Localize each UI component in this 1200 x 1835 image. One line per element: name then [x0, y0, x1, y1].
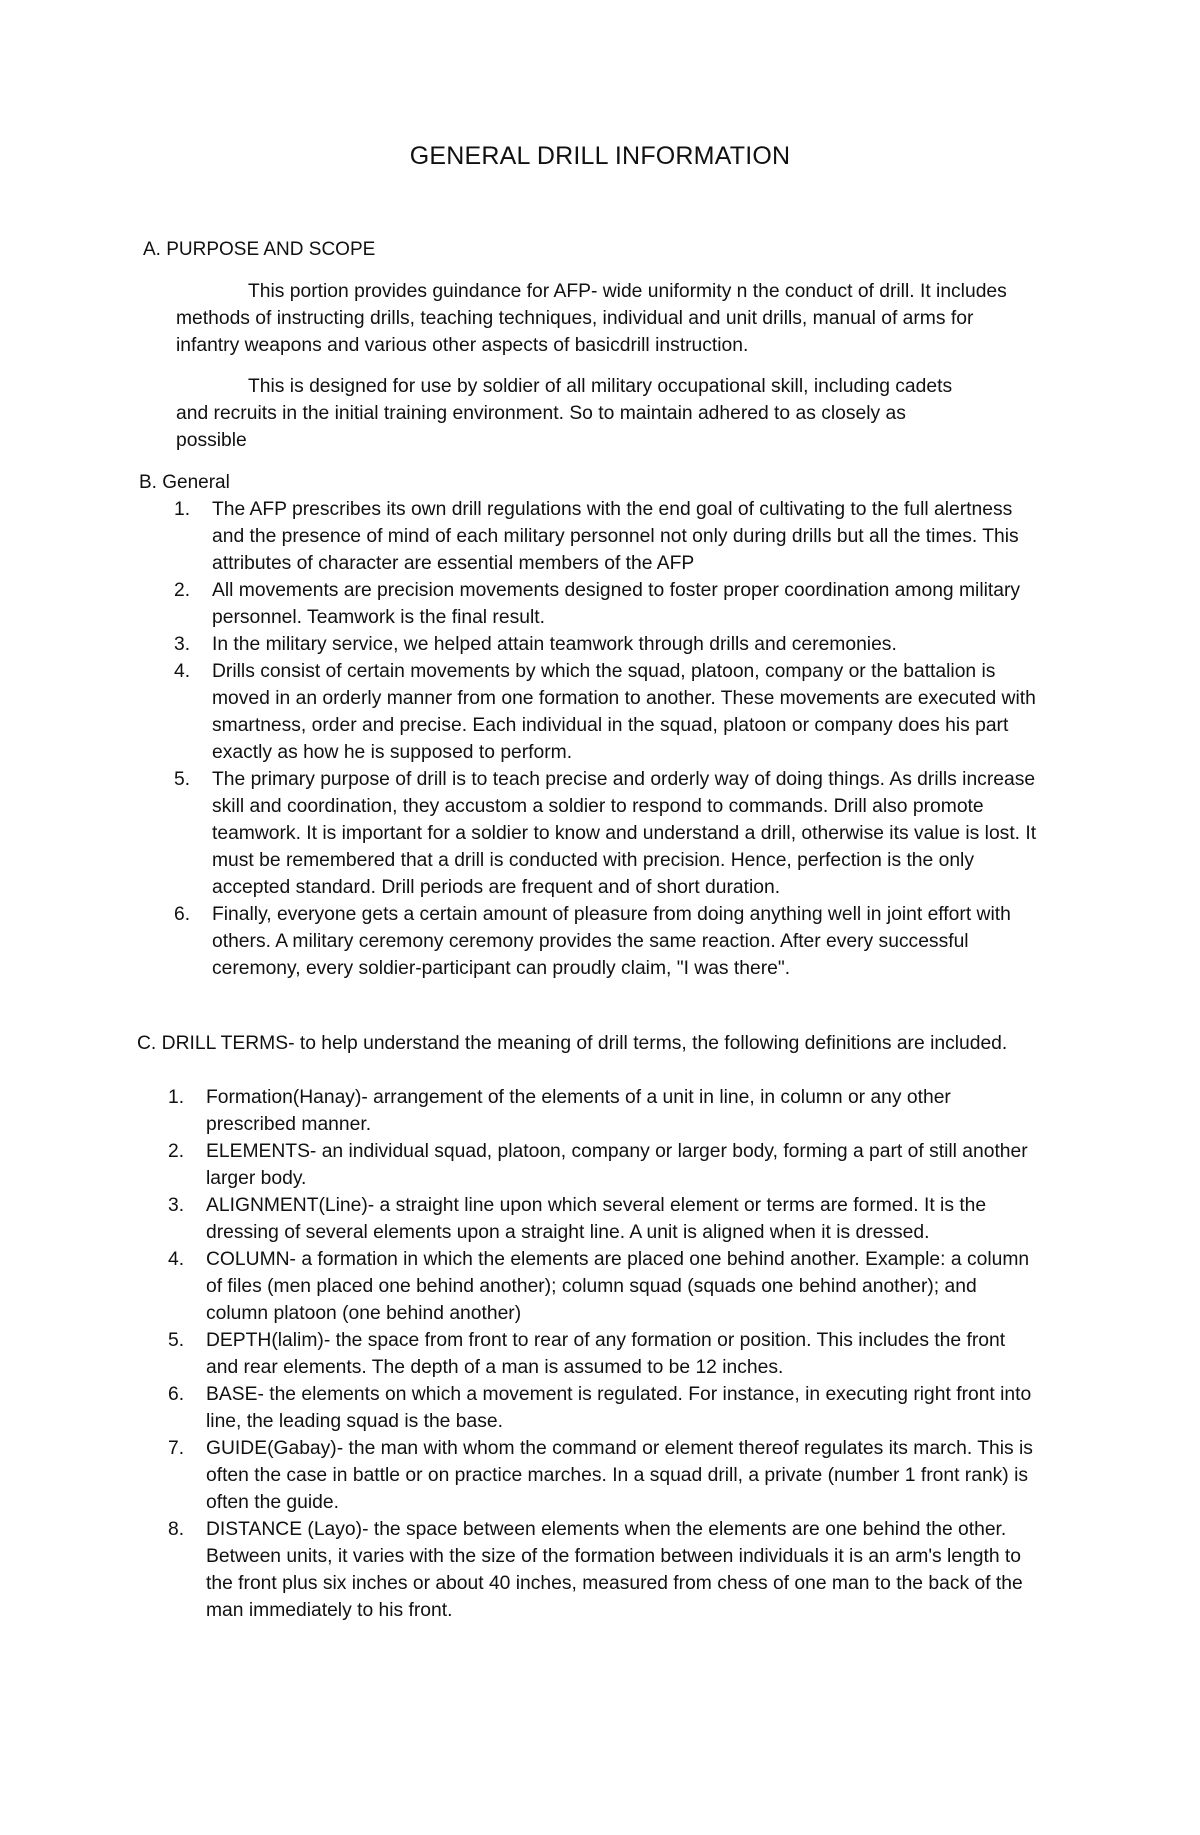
section-c-heading: C. DRILL TERMS- to help understand the meaning of drill terms, the following definitions are included. — [137, 1033, 1008, 1054]
list-item-number: 8. — [168, 1519, 185, 1540]
list-item-text: COLUMN- a formation in which the elements are placed one behind another. Example: a column of files (men placed one behind another); column squad (squads one behind another); and column platoon (one behind another) — [206, 1249, 1030, 1324]
list-item-text: Drills consist of certain movements by which the squad, platoon, company or the battalion is moved in an orderly manner from one formation to another. These movements are executed with smartness, order and precise. Each individual in the squad, platoon or company does his part exactly as how he is supposed to perform. — [212, 661, 1036, 763]
list-item — [174, 766, 1040, 901]
list-item — [168, 1435, 1040, 1516]
list-item — [168, 1327, 1040, 1381]
list-item-text: GUIDE(Gabay)- the man with whom the command or element thereof regulates its march. This is often the case in battle or on practice marches. In a squad drill, a private (number 1 front rank) is often the guide. — [206, 1438, 1033, 1513]
list-item — [174, 577, 1040, 631]
list-item-number: 2. — [168, 1141, 185, 1162]
list-item-text: ALIGNMENT(Line)- a straight line upon which several element or terms are formed. It is the dressing of several elements upon a straight line. A unit is aligned when it is dressed. — [206, 1195, 987, 1243]
list-item-number: 1. — [174, 499, 191, 520]
list-item-text: BASE- the elements on which a movement is regulated. For instance, in executing right front into line, the leading squad is the base. — [206, 1384, 1032, 1432]
list-item-number: 3. — [174, 634, 191, 655]
list-item-number: 6. — [168, 1384, 185, 1405]
list-item — [168, 1516, 1040, 1624]
section-b-heading: B. General — [139, 472, 230, 493]
list-item-number: 4. — [174, 661, 191, 682]
section-a-paragraph-1: This portion provides guindance for AFP- wide uniformity n the conduct of drill. It includes methods of instructing drills, teaching techniques, individual and unit drills, manual of arms for infantry weapons and various other aspects of basicdrill instruction. — [176, 281, 1007, 356]
list-item — [174, 901, 1040, 982]
list-item-text: In the military service, we helped attain teamwork through drills and ceremonies. — [212, 634, 897, 655]
section-a-paragraph-2: This is designed for use by soldier of all military occupational skill, including cadets and recruits in the initial training environment. So to maintain adhered to as closely as possible — [176, 376, 953, 451]
list-item-number: 5. — [168, 1330, 185, 1351]
list-item-text: The AFP prescribes its own drill regulations with the end goal of cultivating to the full alertness and the presence of mind of each military personnel not only during drills but all the times. This attributes of character are essential members of the AFP — [212, 499, 1019, 574]
list-item — [174, 496, 1040, 577]
list-item — [168, 1246, 1040, 1327]
list-item-text: All movements are precision movements designed to foster proper coordination among military personnel. Teamwork is the final result. — [212, 580, 1021, 628]
list-item-number: 3. — [168, 1195, 185, 1216]
list-item-number: 4. — [168, 1249, 185, 1270]
list-item — [168, 1381, 1040, 1435]
list-item-text: DISTANCE (Layo)- the space between elements when the elements are one behind the other. Between units, it varies with the size of the formation between individuals it is an arm's length to the front plus six inches or about 40 inches, measured from chess of one man to the back of the man immediately to his front. — [206, 1519, 1023, 1621]
list-item-text: Formation(Hanay)- arrangement of the elements of a unit in line, in column or any other prescribed manner. — [206, 1087, 951, 1135]
section-b-list — [174, 496, 1040, 982]
list-item-number: 2. — [174, 580, 191, 601]
list-item — [168, 1138, 1040, 1192]
list-item-text: Finally, everyone gets a certain amount of pleasure from doing anything well in joint effort with others. A military ceremony ceremony provides the same reaction. After every successful ceremony, every soldier-participant can proudly claim, "I was there". — [212, 904, 1011, 979]
list-item-number: 7. — [168, 1438, 185, 1459]
list-item — [168, 1192, 1040, 1246]
list-item — [168, 1084, 1040, 1138]
page-title: GENERAL DRILL INFORMATION — [409, 142, 791, 170]
section-c-list — [168, 1084, 1040, 1624]
list-item-text: ELEMENTS- an individual squad, platoon, company or larger body, forming a part of still another larger body. — [206, 1141, 1028, 1189]
list-item-text: DEPTH(lalim)- the space from front to rear of any formation or position. This includes the front and rear elements. The depth of a man is assumed to be 12 inches. — [206, 1330, 1006, 1378]
list-item-number: 5. — [174, 769, 191, 790]
list-item — [174, 631, 1040, 658]
list-item — [174, 658, 1040, 766]
list-item-number: 6. — [174, 904, 191, 925]
list-item-text: The primary purpose of drill is to teach precise and orderly way of doing things. As drills increase skill and coordination, they accustom a soldier to respond to commands. Drill also promote teamwork. It is important for a soldier to know and understand a drill, otherwise its value is lost. It must be remembered that a drill is conducted with precision. Hence, perfection is the only accepted standard. Drill periods are frequent and of short duration. — [212, 769, 1037, 898]
section-a-heading: A. PURPOSE AND SCOPE — [143, 239, 376, 260]
list-item-number: 1. — [168, 1087, 185, 1108]
